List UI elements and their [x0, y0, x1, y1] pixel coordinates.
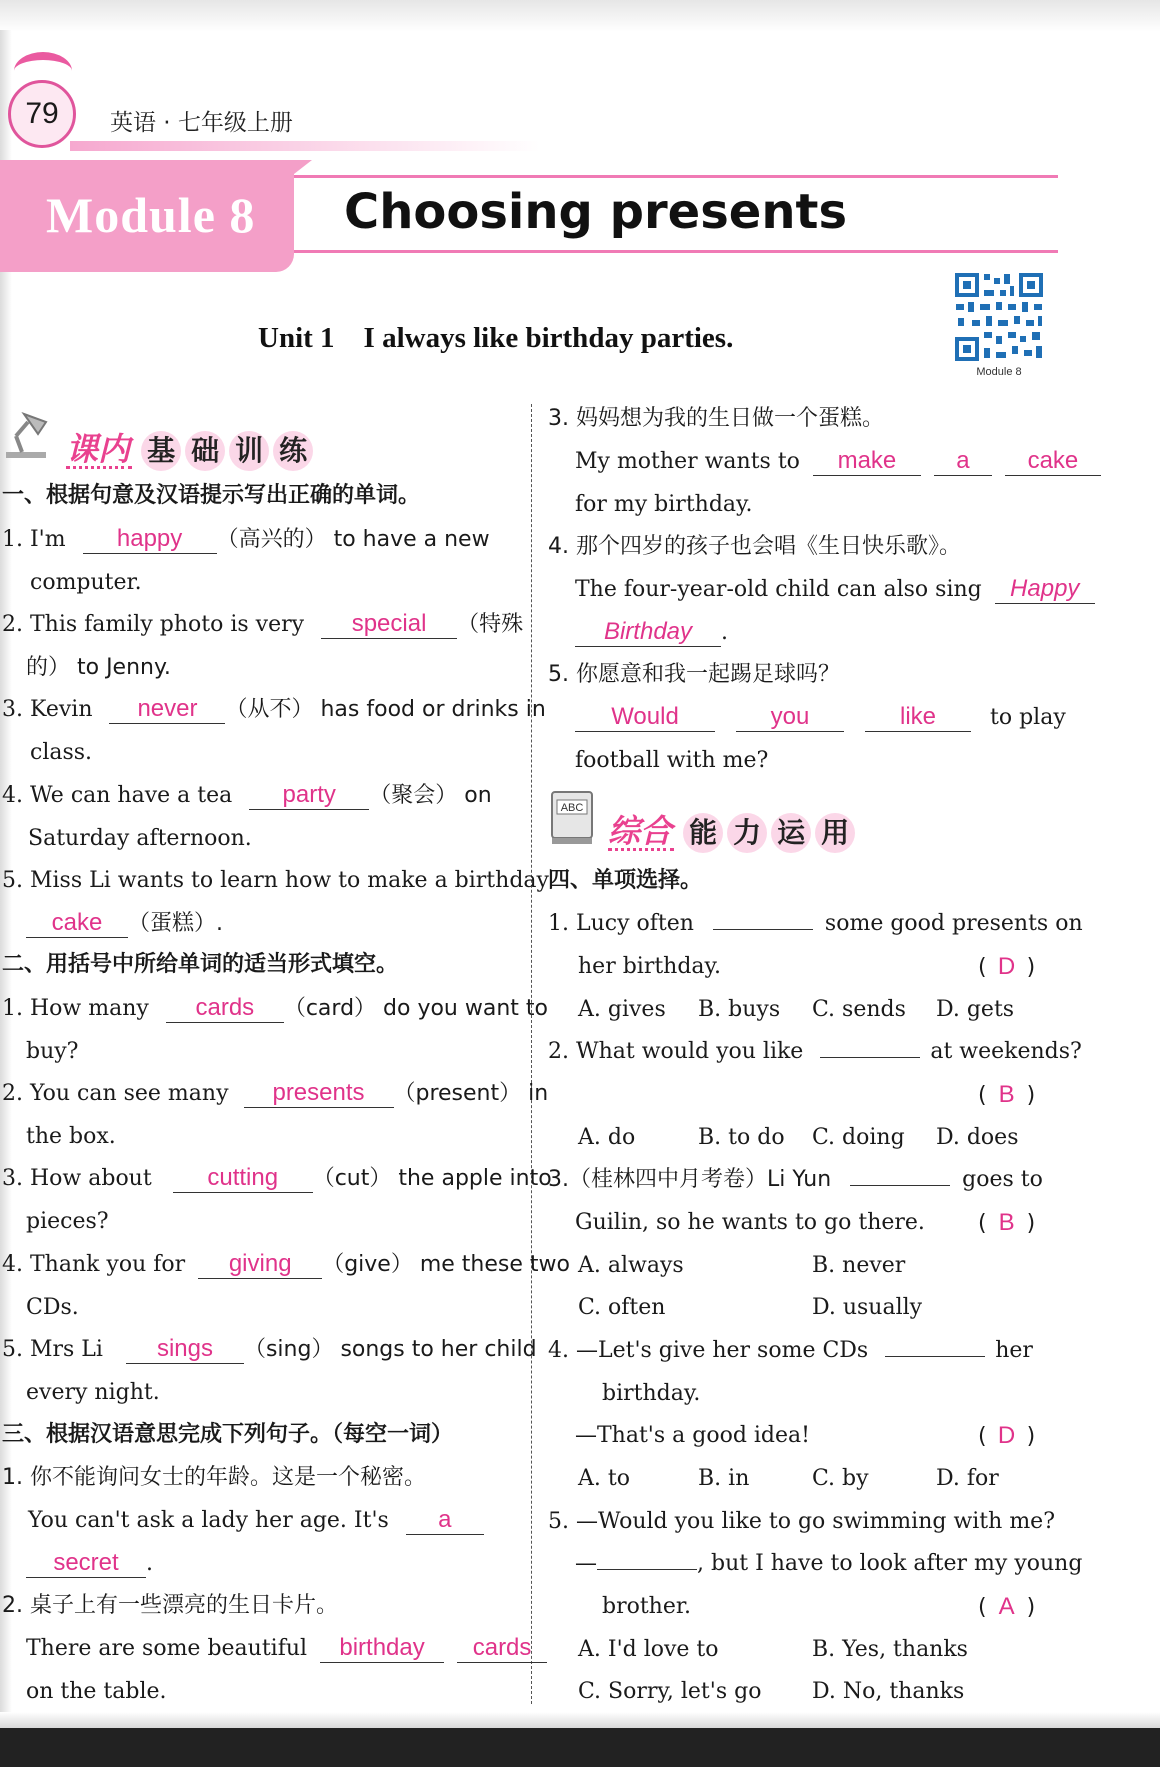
answer-blank: cake: [1005, 447, 1101, 476]
blank-line: [820, 1037, 920, 1058]
option: B. to do: [698, 1125, 785, 1150]
question-cont: class.: [30, 740, 93, 765]
module-title: Choosing presents: [344, 184, 848, 240]
bottom-bar: [0, 1728, 1160, 1767]
option: A. do: [578, 1125, 636, 1150]
question-en: The four-year-old child can also sing Happy: [575, 575, 1095, 605]
option: C. sends: [812, 997, 906, 1022]
part4-heading: 四、单项选择。: [548, 868, 703, 893]
question-cn: 3. 妈妈想为我的生日做一个蛋糕。: [548, 406, 884, 431]
option: D. No, thanks: [812, 1679, 965, 1704]
section-chip: 练: [273, 431, 313, 471]
mc-question: 2. What would you like at weekends?: [548, 1039, 1082, 1064]
option: A. always: [578, 1253, 684, 1278]
answer-blank: like: [865, 703, 971, 732]
book-title: 英语 · 七年级上册: [110, 110, 293, 136]
answer-key: ( D ): [978, 1422, 1036, 1449]
lamp-icon: [2, 408, 58, 464]
book-icon-label: ABC: [560, 802, 584, 814]
option: B. Yes, thanks: [812, 1637, 968, 1662]
answer-blank: party: [249, 781, 369, 810]
question: 4. Thank you for giving （give） me these two: [2, 1250, 570, 1277]
mc-question: 1. Lucy often some good presents on: [548, 911, 1083, 936]
option: B. buys: [698, 997, 781, 1022]
question-cont: — , but I have to look after my young: [575, 1551, 1083, 1576]
blank-line: [885, 1336, 985, 1357]
option: D. usually: [812, 1295, 923, 1320]
question-cont: the box.: [26, 1124, 116, 1149]
answer-blank: cutting: [173, 1164, 313, 1193]
question-cont: every night.: [26, 1380, 160, 1405]
question: 1. I'm happy （高兴的） to have a new: [2, 525, 490, 552]
section-chip: 能: [683, 813, 723, 853]
page-number: 79: [8, 80, 76, 148]
option: D. gets: [936, 997, 1015, 1022]
answer-blank: you: [736, 703, 844, 732]
section-chip: 础: [185, 431, 225, 471]
question-en: Would you like to play: [575, 703, 1066, 733]
section-chip: 力: [727, 813, 767, 853]
question-cont: pieces?: [26, 1209, 109, 1234]
question-cont: brother.: [602, 1594, 691, 1619]
question: 3. Kevin never （从不） has food or drinks in: [2, 695, 546, 722]
title-rule-bottom: [294, 250, 1058, 253]
question-cn: 5. 你愿意和我一起踢足球吗？: [548, 662, 840, 687]
blank-line: [850, 1165, 950, 1186]
answer-key: ( D ): [978, 953, 1036, 980]
page-shadow: [0, 0, 1160, 32]
question-cont: Guilin, so he wants to go there.: [575, 1210, 925, 1235]
section-dots: [608, 844, 674, 851]
column-divider: [531, 404, 532, 1704]
answer-blank: cards: [457, 1634, 547, 1663]
question-cn: 2. 桌子上有一些漂亮的生日卡片。: [2, 1593, 338, 1618]
option: D. for: [936, 1466, 999, 1491]
qr-code-icon[interactable]: [952, 270, 1046, 364]
answer-key: ( B ): [978, 1209, 1036, 1236]
section-chip: 用: [815, 813, 855, 853]
part1-heading: 一、根据句意及汉语提示写出正确的单词。: [2, 483, 421, 508]
answer-blank: giving: [198, 1250, 322, 1279]
page-bottom-shadow: [0, 1712, 1160, 1728]
question-cont: birthday.: [602, 1381, 701, 1406]
question-cont: football with me?: [575, 748, 769, 773]
question-en: There are some beautiful birthday cards: [26, 1634, 547, 1664]
question: 1. How many cards （card） do you want to: [2, 994, 548, 1021]
answer-key: ( A ): [978, 1593, 1036, 1620]
blank-line: [597, 1549, 697, 1570]
question-cont: secret .: [26, 1549, 153, 1579]
option: B. in: [698, 1466, 750, 1491]
option: A. to: [578, 1466, 630, 1491]
answer-blank: special: [321, 610, 457, 639]
question-cn: 1. 你不能询问女士的年龄。这是一个秘密。: [2, 1465, 426, 1490]
book-icon: [548, 790, 598, 848]
answer-key: ( B ): [978, 1081, 1036, 1108]
answer-blank: cards: [166, 994, 284, 1023]
header-underline: [70, 141, 540, 151]
answer-blank: happy: [83, 525, 217, 554]
question: 4. We can have a tea party （聚会） on: [2, 781, 492, 808]
answer-blank: sings: [126, 1335, 244, 1364]
unit-title: Unit 1 I always like birthday parties.: [258, 322, 734, 354]
qr-caption: Module 8: [976, 366, 1022, 378]
answer-blank: never: [109, 695, 225, 724]
question-cont: cake （蛋糕）.: [26, 909, 223, 939]
part2-heading: 二、用括号中所给单词的适当形式填空。: [2, 952, 399, 977]
question-cont: her birthday.: [578, 954, 722, 979]
answer-blank: secret: [26, 1549, 146, 1578]
answer-blank: make: [813, 447, 921, 476]
question: 3. How about cutting （cut） the apple into: [2, 1164, 552, 1191]
question-en: My mother wants to make a cake: [575, 447, 1101, 477]
option: C. by: [812, 1466, 869, 1491]
question-cont: on the table.: [26, 1679, 167, 1704]
question-cont: Saturday afternoon.: [28, 826, 252, 851]
question: 5. Miss Li wants to learn how to make a birthday: [2, 868, 549, 893]
question-cont: buy?: [26, 1039, 79, 1064]
module-badge-tab: [294, 160, 312, 174]
question-cn: 4. 那个四岁的孩子也会唱《生日快乐歌》。: [548, 534, 961, 559]
option: B. never: [812, 1253, 906, 1278]
section-label-pink: 课内: [66, 430, 131, 468]
option: A. I'd love to: [578, 1637, 719, 1662]
option: D. does: [936, 1125, 1019, 1150]
question-cont: Birthday .: [575, 618, 728, 648]
answer-blank: birthday: [320, 1634, 444, 1663]
blank-line: [713, 909, 813, 930]
section-chip: 运: [771, 813, 811, 853]
question-cont: for my birthday.: [575, 492, 753, 517]
section-chip: 基: [141, 431, 181, 471]
answer-blank: presents: [244, 1079, 394, 1108]
option: A. gives: [578, 997, 666, 1022]
question: 2. This family photo is very special （特殊: [2, 610, 524, 637]
section-chip: 训: [229, 431, 269, 471]
answer-blank: cake: [26, 909, 128, 938]
question-cont: computer.: [30, 570, 142, 595]
option: C. often: [578, 1295, 666, 1320]
option: C. doing: [812, 1125, 905, 1150]
section-dots: [66, 462, 132, 469]
mc-question: 4. —Let's give her some CDs her: [548, 1338, 1033, 1363]
mc-question: 5. —Would you like to go swimming with me?: [548, 1509, 1055, 1534]
option: C. Sorry, let's go: [578, 1679, 762, 1704]
answer-blank: Happy: [995, 575, 1095, 604]
answer-blank: Would: [575, 703, 715, 732]
title-rule-top: [294, 175, 1058, 178]
answer-blank: a: [406, 1506, 484, 1535]
question-cont: CDs.: [26, 1295, 79, 1320]
part3-heading: 三、根据汉语意思完成下列句子。（每空一词）: [2, 1422, 454, 1447]
module-label: Module 8: [46, 187, 256, 243]
question-cont: —That's a good idea!: [575, 1423, 810, 1448]
mc-question: 3.（桂林四中月考卷）Li Yun goes to: [548, 1167, 1043, 1192]
answer-blank: a: [934, 447, 992, 476]
question: 2. You can see many presents （present） in: [2, 1079, 549, 1106]
question-cont: 的） to Jenny.: [26, 655, 171, 680]
section-label-pink: 综合: [608, 812, 673, 850]
answer-blank: Birthday: [575, 618, 721, 647]
question: 5. Mrs Li sings （sing） songs to her child: [2, 1335, 537, 1362]
question-en: You can't ask a lady her age. It's a: [28, 1506, 484, 1536]
